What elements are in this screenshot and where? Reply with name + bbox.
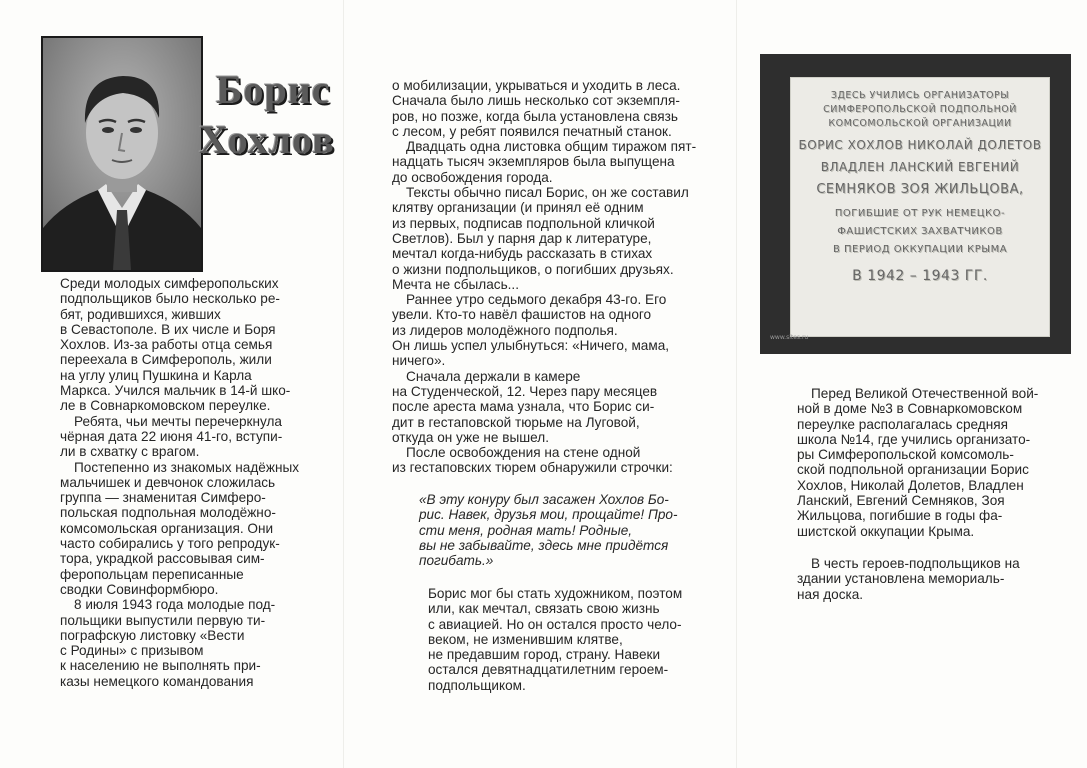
- memorial-plaque: [790, 77, 1050, 337]
- text-line: до освобождения города.: [392, 169, 553, 185]
- text-line: чёрная дата 22 июня 41-го, вступи-: [60, 428, 283, 444]
- text-line: Жильцова, погибшие в годы фа-: [797, 508, 1003, 524]
- text-line: или, как мечтал, связать свою жизнь: [428, 601, 660, 617]
- text-line: из гестаповских тюрем обнаружили строчки:: [392, 460, 673, 476]
- scan-artifact: [736, 0, 737, 768]
- text-line: откуда он уже не вышел.: [392, 429, 549, 445]
- text-line: «В эту конуру был засажен Хохлов Бо-: [419, 492, 669, 507]
- portrait-photo: [41, 36, 203, 272]
- text-line: на углу улиц Пушкина и Карла: [60, 367, 252, 383]
- text-line: Ребята, чьи мечты перечеркнула: [74, 413, 282, 429]
- text-line: ной в доме №3 в Совнаркомовском: [797, 401, 1023, 417]
- memorial-plaque-photo: [760, 54, 1071, 354]
- plaque-inscription-line: КОМСОМОЛЬСКОЙ ОРГАНИЗАЦИИ: [828, 118, 1012, 129]
- text-line: Раннее утро седьмого декабря 43-го. Его: [406, 292, 667, 308]
- text-line: шистской оккупации Крыма.: [797, 523, 975, 539]
- text-line: погибать.»: [419, 553, 494, 569]
- plaque-inscription-line: СЕМНЯКОВ ЗОЯ ЖИЛЬЦОВА,: [816, 182, 1024, 197]
- text-line: подпольщиков было несколько ре-: [60, 291, 280, 307]
- text-line: 8 июля 1943 года молодые под-: [74, 597, 276, 613]
- column-2-ending: [428, 586, 710, 693]
- text-line: Хохлов, Николай Долетов, Владлен: [797, 477, 1024, 493]
- text-line: ров, но позже, когда была установлена связь: [392, 108, 678, 124]
- site-watermark: www.sites.ru: [770, 334, 809, 341]
- text-line: из лидеров молодёжного подполья.: [392, 322, 618, 338]
- plaque-inscription-line: БОРИС ХОХЛОВ НИКОЛАЙ ДОЛЕТОВ: [798, 138, 1042, 152]
- text-line: ная доска.: [797, 586, 864, 602]
- text-line: Мечта не сбылась...: [392, 276, 519, 292]
- text-line: сводки Совинформбюро.: [60, 581, 219, 597]
- text-line: ли в схватку с врагом.: [60, 444, 200, 460]
- text-line: мечтал когда-нибудь рассказать в стихах: [392, 246, 653, 262]
- text-line: сти меня, родная мать! Родные,: [419, 522, 633, 538]
- text-line: ры Симферопольской комсомоль-: [797, 447, 1014, 463]
- text-line: Ланский, Евгений Семняков, Зоя: [797, 493, 1005, 509]
- text-line: рис. Навек, друзья мои, прощайте! Про-: [419, 507, 678, 523]
- text-line: феропольцам переписанные: [60, 566, 244, 582]
- text-line: Постепенно из знакомых надёжных: [74, 459, 300, 475]
- text-line: с Родины» с призывом: [60, 643, 204, 659]
- text-line: переехала в Симферополь, жили: [60, 352, 272, 368]
- plaque-inscription-line: ФАШИСТСКИХ ЗАХВАТЧИКОВ: [837, 226, 1003, 237]
- text-line: казы немецкого командования: [60, 673, 254, 689]
- plaque-inscription-line: В ПЕРИОД ОККУПАЦИИ КРЫМА: [832, 244, 1008, 255]
- text-line: остался девятнадцатилетним героем-: [428, 662, 669, 678]
- prison-wall-quote: [419, 492, 709, 568]
- text-line: Тексты обычно писал Борис, он же составил: [406, 185, 689, 201]
- text-line: клятву организации (и принял её одним: [392, 200, 644, 216]
- text-line: польщики выпустили первую ти-: [60, 612, 266, 628]
- text-line: Он лишь успел улыбнуться: «Ничего, мама,: [392, 338, 670, 354]
- text-line: Борис мог бы стать художником, поэтом: [428, 586, 683, 601]
- text-line: к населению не выполнять при-: [60, 658, 261, 674]
- text-line: подпольщиком.: [428, 677, 526, 693]
- text-line: комсомольская организация. Они: [60, 520, 274, 536]
- title-last-name: Хохлов: [199, 117, 335, 162]
- text-line: Перед Великой Отечественной вой-: [811, 386, 1039, 401]
- text-line: Сначала держали в камере: [406, 368, 581, 384]
- plaque-inscription-line: ПОГИБШИЕ ОТ РУК НЕМЕЦКО-: [834, 208, 1006, 219]
- text-line: переулке располагалась средняя: [797, 416, 1008, 432]
- text-line: польская подпольная молодёжно-: [60, 505, 276, 521]
- title-first-name: Борис: [216, 67, 331, 112]
- text-line: ской подпольной организации Борис: [797, 462, 1029, 478]
- text-line: веком, не изменившим клятве,: [428, 631, 623, 647]
- plaque-inscription-line: ЗДЕСЬ УЧИЛИСЬ ОРГАНИЗАТОРЫ: [830, 90, 1010, 101]
- column-3-paragraph-1: [797, 386, 1059, 539]
- plaque-inscription-line: СИМФЕРОПОЛЬСКОЙ ПОДПОЛЬНОЙ: [823, 104, 1017, 115]
- text-line: После освобождения на стене одной: [406, 445, 641, 461]
- column-2-text: [392, 78, 708, 476]
- text-line: Среди молодых симферопольских: [60, 276, 279, 291]
- text-line: Маркса. Учился мальчик в 14-й шко-: [60, 383, 291, 399]
- plaque-inscription-line: ВЛАДЛЕН ЛАНСКИЙ ЕВГЕНИЙ: [820, 160, 1020, 174]
- scan-artifact: [343, 0, 344, 768]
- column-3-paragraph-2: [797, 556, 1059, 602]
- text-line: бят, родившихся, живших: [60, 306, 221, 322]
- text-line: школа №14, где учились организато-: [797, 431, 1031, 447]
- text-line: надцать тысяч экземпляров была выпущена: [392, 154, 675, 170]
- text-line: дит в гестаповской тюрьме на Луговой,: [392, 414, 640, 430]
- text-line: не предавшим город, страну. Навеки: [428, 647, 661, 663]
- text-line: Светлов). Был у парня дар к литературе,: [392, 230, 652, 246]
- text-line: здании установлена мемориаль-: [797, 571, 1005, 587]
- text-line: тора, украдкой рассовывая сим-: [60, 551, 265, 567]
- text-line: В честь героев-подпольщиков на: [811, 556, 1020, 571]
- text-line: ле в Совнаркомовском переулке.: [60, 398, 271, 414]
- text-line: с лесом, у ребят появился печатный станок.: [392, 123, 672, 139]
- text-line: увели. Кто-то навёл фашистов на одного: [392, 307, 652, 323]
- text-line: ничего».: [392, 353, 446, 369]
- text-line: на Студенческой, 12. Через пару месяцев: [392, 383, 658, 399]
- text-line: о мобилизации, укрываться и уходить в леса.: [392, 78, 681, 93]
- text-line: Двадцать одна листовка общим тиражом пят-: [406, 139, 697, 155]
- text-line: группа — знаменитая Симферо-: [60, 490, 266, 506]
- column-1-text: [60, 276, 322, 689]
- text-line: вы не забывайте, здесь мне придётся: [419, 537, 669, 553]
- text-line: в Севастополе. В их числе и Боря: [60, 321, 276, 337]
- text-line: Сначала было лишь несколько сот экземпля-: [392, 93, 680, 109]
- plaque-inscription-line: В 1942 – 1943 ГГ.: [852, 268, 988, 284]
- text-line: Хохлов. Из-за работы отца семья: [60, 337, 273, 353]
- text-line: из первых, подписав подпольной кличкой: [392, 215, 655, 231]
- text-line: мальчишек и девчонок сложилась: [60, 474, 276, 490]
- text-line: часто собирались у того репродук-: [60, 536, 280, 552]
- text-line: после ареста мама узнала, что Борис си-: [392, 399, 655, 415]
- text-line: пографскую листовку «Вести: [60, 627, 245, 643]
- text-line: с авиацией. Но он остался просто чело-: [428, 616, 682, 632]
- text-line: о жизни подпольщиков, о погибших друзьях.: [392, 261, 674, 277]
